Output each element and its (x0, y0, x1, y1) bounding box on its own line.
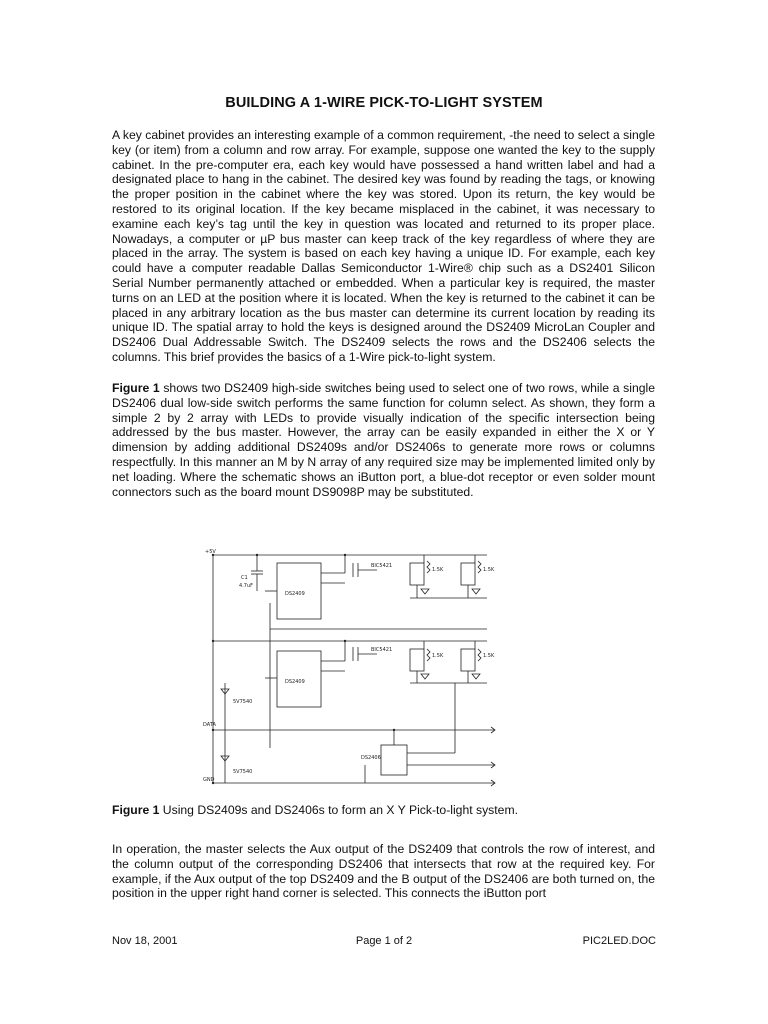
figure-caption-text: Using DS2409s and DS2406s to form an X Y Pick-to-light system. (159, 803, 518, 817)
schematic-figure (195, 543, 515, 793)
label-cap-value: 4.7uF (239, 583, 253, 589)
label-resistor-2: 1.5K (483, 567, 495, 573)
label-resistor-4: 1.5K (483, 653, 495, 659)
paragraph-figure-text: shows two DS2409 high-side switches being used to select one of two rows, while a single DS2406 dual low-side switch performs the same function for column select. As shown, they form a simple 2 by 2 array with LEDs to provide visually indication of the specific intersection being addressed by the bus master. However, the array can be easily expanded in either the X or Y dimension by adding additional DS2409s and/or DS2406s to generate more rows or columns respectfully. In this manner an M by N array of any required size may be implemented limited only by net loading. Where the schematic shows an iButton port, a blue-dot receptor or even solder mount connectors such as the board mount DS9098P may be substituted. (112, 381, 655, 499)
label-gnd: GND (203, 777, 215, 783)
footer-page-number: Page 1 of 2 (355, 935, 413, 947)
label-resistor-1: 1.5K (432, 567, 444, 573)
footer-date: Nov 18, 2001 (112, 935, 178, 947)
label-cap: C1 (241, 575, 248, 581)
label-bottom-ds2409: DS2409 (285, 679, 305, 685)
figure-reference: Figure 1 (112, 381, 160, 395)
label-top-ds2409: DS2409 (285, 591, 305, 597)
paragraph-operation: In operation, the master selects the Aux output of the DS2409 that controls the row of interest, and the column output of the corresponding DS2406 that intersects that row at the required key. For example, if the Aux output of the top DS2409 and the B output of the DS2406 are both turned on, the position in the upper right hand corner is selected. This connects the iButton port (112, 842, 655, 901)
label-top-mosfet: BIC5421 (371, 563, 393, 569)
paragraph-figure-description (112, 381, 655, 499)
label-zener-2: 5V7540 (233, 769, 253, 775)
label-zener-1: 5V7540 (233, 699, 253, 705)
figure-caption (112, 803, 672, 817)
figure-caption-lead: Figure 1 (112, 803, 160, 817)
label-resistor-3: 1.5K (432, 653, 444, 659)
paragraph-intro: A key cabinet provides an interesting example of a common requirement, -the need to select a single key (or item) from a column and row array. For example, suppose one wanted the key to the supply cabinet. In the pre-computer era, each key would have possessed a hand written label and had a designated place to hang in the cabinet. The desired key was found by reading the tags, or knowing the proper position in the cabinet where the key was stored. Upon its return, the key would be restored to its original location. If the key became misplaced in the cabinet, it was necessary to examine each key’s tag until the key in question was located and returned to its proper place. Nowadays, a computer or µP bus master can keep track of the key regardless of where they are placed in the array. The system is based on each key having a unique ID. For example, each key could have a computer readable Dallas Semiconductor 1-Wire® chip such as a DS2401 Silicon Serial Number permanently attached or embedded. When a particular key is required, the master turns on an LED at the position where it is located. When the key is returned to the cabinet it can be placed in any arbitrary location as the bus master can determine its current location by reading its unique ID. The spatial array to hold the keys is designed around the DS2409 MicroLan Coupler and DS2406 Dual Addressable Switch. The DS2409 selects the rows and the DS2406 selects the columns. This brief provides the basics of a 1-Wire pick-to-light system. (112, 128, 655, 364)
label-vcc: +5V (205, 549, 216, 555)
label-ds2406: DS2406 (361, 755, 381, 761)
page-title: BUILDING A 1-WIRE PICK-TO-LIGHT SYSTEM (225, 95, 543, 111)
label-bottom-mosfet: BIC5421 (371, 647, 393, 653)
footer-filename: PIC2LED.DOC (582, 935, 656, 947)
label-data: DATA (203, 722, 216, 728)
